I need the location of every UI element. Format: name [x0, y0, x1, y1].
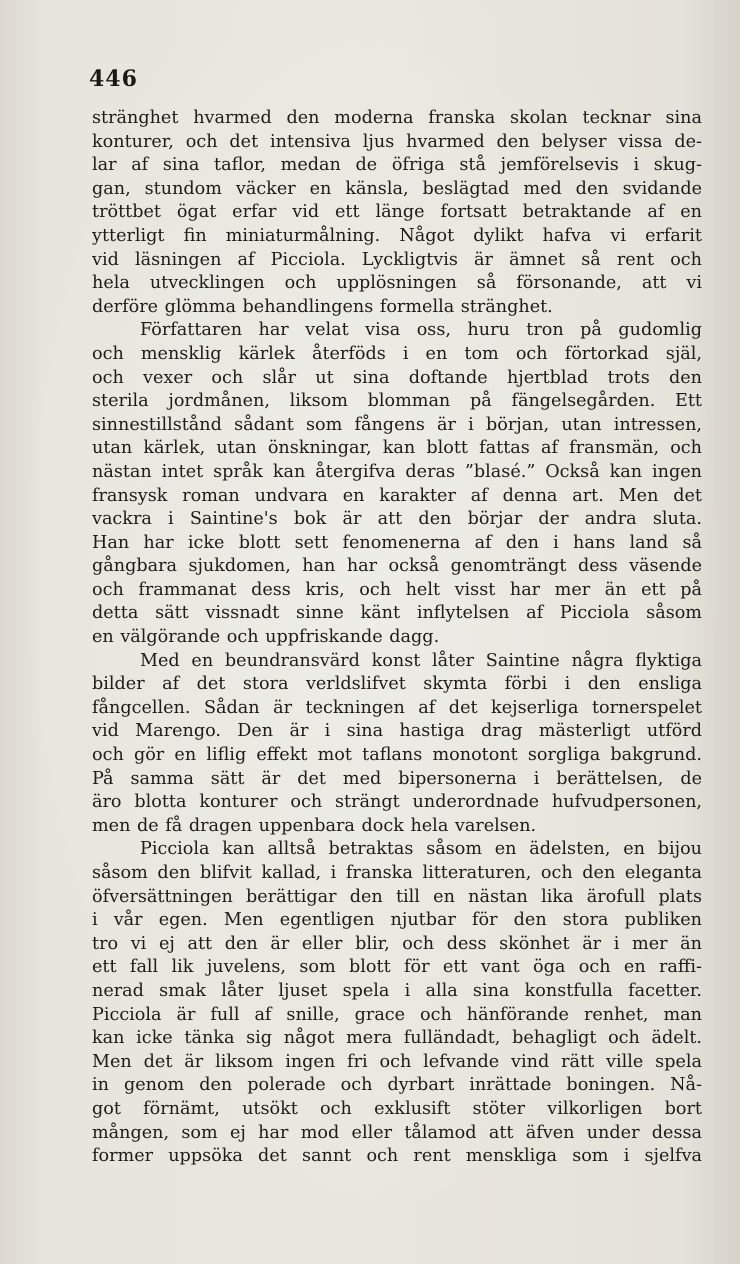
- page-number: 446: [89, 66, 138, 92]
- text-line: ett fall lik juvelens, som blott för ett vant öga och en raffi-: [92, 957, 702, 978]
- text-line: kan icke tänka sig något mera fulländadt, behagligt och ädelt.: [92, 1028, 702, 1049]
- text-line: konturer, och det intensiva ljus hvarmed den belyser vissa de-: [92, 131, 702, 152]
- text-line: nerad smak låter ljuset spela i alla sina konstfulla facetter.: [92, 980, 702, 1001]
- text-line: Men det är liksom ingen fri och lefvande vind rätt ville spela: [92, 1051, 702, 1072]
- text-line: vid läsningen af Picciola. Lyckligtvis är ämnet så rent och: [92, 249, 702, 270]
- text-line: sterila jordmånen, liksom blomman på fängelsegården. Ett: [92, 391, 702, 412]
- text-line: bilder af det stora verldslifvet skymta förbi i den ensliga: [92, 674, 702, 695]
- text-line: äro blotta konturer och strängt underordnade hufvudpersonen,: [92, 792, 702, 813]
- text-line: utan kärlek, utan önskningar, kan blott fattas af fransmän, och: [92, 438, 702, 459]
- text-line: Med en beundransvärd konst låter Saintine några flyktiga: [140, 650, 702, 671]
- text-line: detta sätt vissnadt sinne känt inflytelsen af Picciola såsom: [92, 603, 702, 624]
- text-line: tro vi ej att den är eller blir, och dess skönhet är i mer än: [92, 933, 702, 954]
- text-line: former uppsöka det sannt och rent menskliga som i sjelfva: [92, 1146, 702, 1167]
- text-line: i vår egen. Men egentligen njutbar för den stora publiken: [92, 910, 702, 931]
- text-line: och mensklig kärlek återföds i en tom och förtorkad själ,: [92, 343, 702, 364]
- text-line: gångbara sjukdomen, han har också genomträngt dess väsende: [92, 556, 702, 577]
- text-line: hela utvecklingen och upplösningen så försonande, att vi: [92, 273, 702, 294]
- text-line: såsom den blifvit kallad, i franska litteraturen, och den eleganta: [92, 863, 702, 883]
- text-line: lar af sina taflor, medan de öfriga stå jemförelsevis i skug-: [92, 155, 702, 176]
- text-line: got förnämt, utsökt och exklusift stöter vilkorligen bort: [92, 1098, 702, 1119]
- text-line: öfversättningen berättigar den till en nästan lika ärofull plats: [92, 886, 702, 907]
- text-line: ytterligt fin miniaturmålning. Något dylikt hafva vi erfarit: [92, 225, 702, 246]
- text-line: och gör en liflig effekt mot taflans monotont sorgliga bakgrund.: [92, 745, 702, 766]
- text-line: Författaren har velat visa oss, huru tron på gudomlig: [140, 320, 702, 341]
- text-line: en välgörande och uppfriskande dagg.: [92, 627, 440, 648]
- text-line: Han har icke blott sett fenomenerna af den i hans land så: [92, 532, 702, 553]
- text-line: men de få dragen uppenbara dock hela varelsen.: [92, 815, 537, 836]
- text-line: fransysk roman undvara en karakter af denna art. Men det: [92, 485, 702, 506]
- text-line: in genom den polerade och dyrbart inrättade boningen. Nå-: [92, 1075, 702, 1096]
- body-text: [92, 107, 702, 1169]
- text-line: På samma sätt är det med bipersonerna i berättelsen, de: [92, 768, 702, 789]
- text-line: Picciola kan alltså betraktas såsom en ädelsten, en bijou: [140, 839, 702, 860]
- text-line: nästan intet språk kan återgifva deras ”blasé.” Också kan ingen: [92, 461, 702, 482]
- text-line: gan, stundom väcker en känsla, beslägtad med den svidande: [92, 178, 702, 199]
- text-line: fångcellen. Sådan är teckningen af det kejserliga tornerspelet: [92, 697, 702, 718]
- text-line: mången, som ej har mod eller tålamod att äfven under dessa: [92, 1122, 702, 1143]
- text-line: vid Marengo. Den är i sina hastiga drag mästerligt utförd: [92, 721, 702, 742]
- text-line: vackra i Saintine's bok är att den börjar der andra sluta.: [92, 509, 702, 530]
- text-line: sinnestillstånd sådant som fångens är i början, utan intressen,: [92, 414, 702, 435]
- text-line: Picciola är full af snille, grace och hänförande renhet, man: [92, 1004, 702, 1025]
- text-line: och vexer och slår ut sina doftande hjertblad trots den: [92, 367, 702, 388]
- text-line: stränghet hvarmed den moderna franska skolan tecknar sina: [92, 108, 702, 128]
- text-line: derföre glömma behandlingens formella stränghet.: [92, 296, 553, 317]
- text-line: tröttbet ögat erfar vid ett länge fortsatt betraktande af en: [92, 202, 702, 223]
- text-line: och frammanat dess kris, och helt visst har mer än ett på: [92, 579, 702, 600]
